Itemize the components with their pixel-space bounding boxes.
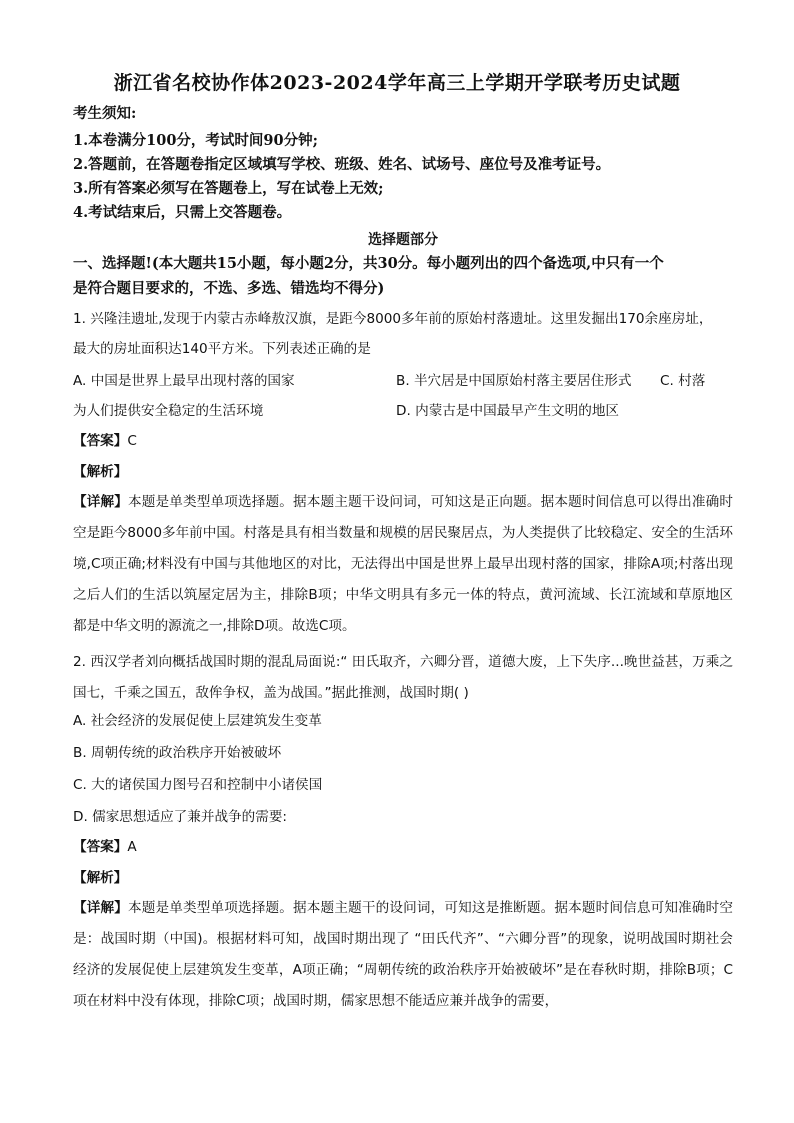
q2-answer (73, 838, 137, 856)
notice-heading: 考生须知: (73, 105, 137, 122)
q2-analysis-tag: 【解析】 (73, 870, 128, 886)
q1-detail-text: 本题是单类型单项选择题。据本题主题干设问词，可知这是正向题。据本题时间信息可以得出准确时空是距今8000多年前中国。村落是具有相当数量和规模的居民聚居点，为人类提供了比较稳定、安全的生活环境,C项正确;材料没有中国与其他地区的对比，无法得出中国是世界上最早出现村落的国家，排除A项;村落出现之后人们的生活以筑屋定居为主，排除B项；中华文明具有多元一体的特点，黄河流域、长江流域和草原地区都是中华文明的源流之一,排除D项。故选C项。 (73, 494, 733, 634)
q1-stem-line-1: 1. 兴隆洼遗址,发现于内蒙古赤峰敖汉旗，是距今8000多年前的原始村落遗址。这里发掘出170余座房址， (73, 311, 713, 327)
q2-option-a: A. 社会经济的发展促使上层建筑发生变革 (73, 713, 322, 729)
q1-answer-value: C (127, 433, 137, 449)
q1-stem-line-2: 最大的房址面积达140平方米。下列表述正确的是 (73, 341, 371, 357)
q2-stem-text: 2. 西汉学者刘向概括战国时期的混乱局面说:“ 田氏取齐，六卿分晋，道德大废，上下失序...晚世益甚，万乘之国七，千乘之国五，敌侔争权，盖为战国。”据此推测，战国时期( ) (73, 654, 733, 701)
q1-answer (73, 432, 137, 450)
q1-analysis-label (73, 463, 127, 481)
q1-detail-label: 【详解】 (73, 494, 129, 510)
q1-detail (73, 487, 733, 642)
notice-item-2: 2.答题前，在答题卷指定区域填写学校、班级、姓名、试场号、座位号及准考证号。 (73, 156, 611, 173)
q2-answer-value: A (127, 839, 137, 855)
notice-item-4: 4.考试结束后，只需上交答题卷。 (73, 204, 292, 221)
notice-item-3: 3.所有答案必须写在答题卷上，写在试卷上无效; (73, 180, 384, 197)
section-title: 选择题部分 (368, 232, 438, 248)
page-title: 浙江省名校协作体2023-2024学年高三上学期开学联考历史试题 (113, 72, 681, 94)
q1-answer-label: 【答案】 (73, 433, 128, 449)
q1-option-c-end: 为人们提供安全稳定的生活环境 (73, 403, 264, 419)
q1-option-b: B. 半穴居是中国原始村落主要居住形式 (396, 373, 632, 389)
q2-answer-label: 【答案】 (73, 839, 128, 855)
q2-detail (73, 893, 733, 1017)
part-header-line-2: 是符合题目要求的，不选、多选、错选均不得分) (73, 280, 385, 297)
q2-option-b: B. 周朝传统的政治秩序开始被破坏 (73, 745, 282, 761)
q2-detail-label: 【详解】 (73, 900, 129, 916)
q1-option-a: A. 中国是世界上最早出现村落的国家 (73, 373, 295, 389)
notice-item-1: 1.本卷满分100分，考试时间90分钟; (73, 132, 318, 149)
q2-detail-text: 本题是单类型单项选择题。据本题主题干的设问词，可知这是推断题。据本题时间信息可知准确时空是：战国时期（中国)。根据材料可知，战国时期出现了 “田氏代齐”、“六卿分晋”的现象，说明战国时期社会经济的发展促使上层建筑发生变革，A项正确；“周朝传统的政治秩序开始被破坏”是在春秋时期，排除B项；C项在材料中没有体现，排除C项；战国时期，儒家思想不能适应兼并战争的需要， (73, 900, 733, 1009)
part-header-line-1: 一、选择题!(本大题共15小题，每小题2分，共30分。每小题列出的四个备选项,中只有一个 (73, 255, 664, 272)
q2-stem (73, 647, 733, 709)
q1-analysis-tag: 【解析】 (73, 464, 128, 480)
q2-analysis-label (73, 869, 127, 887)
q1-option-c-start: C. 村落 (660, 373, 706, 389)
q2-option-c: C. 大的诸侯国力图号召和控制中小诸侯国 (73, 777, 323, 793)
q2-option-d: D. 儒家思想适应了兼并战争的需要: (73, 809, 288, 825)
q1-option-d: D. 内蒙古是中国最早产生文明的地区 (396, 403, 620, 419)
